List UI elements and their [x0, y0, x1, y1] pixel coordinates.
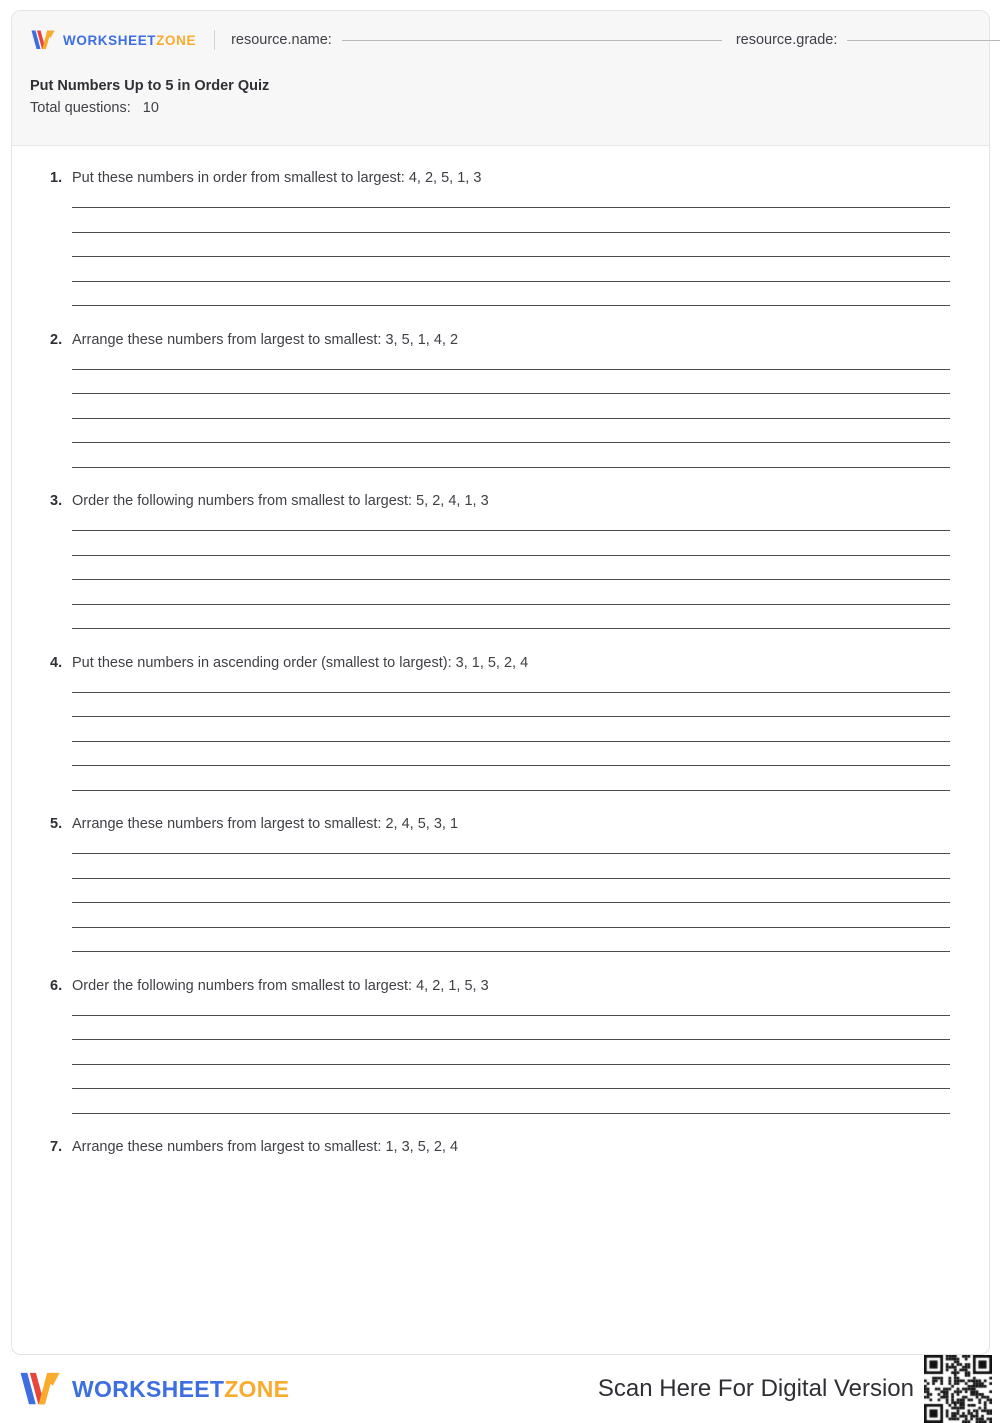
worksheet-card — [11, 10, 990, 1355]
answer-line[interactable] — [72, 305, 950, 306]
question-item — [12, 653, 989, 791]
answer-lines[interactable] — [72, 853, 950, 952]
question-row — [50, 653, 939, 674]
grade-field-label: resource.grade: — [735, 32, 838, 48]
answer-line[interactable] — [72, 1113, 950, 1114]
grade-field-input-rule[interactable] — [847, 40, 1000, 41]
header-logo[interactable] — [30, 29, 196, 51]
answer-line[interactable] — [72, 1088, 950, 1089]
questions-list — [12, 146, 989, 1158]
question-number: 7. — [50, 1139, 63, 1156]
answer-lines[interactable] — [72, 1015, 950, 1114]
answer-line[interactable] — [72, 853, 950, 854]
answer-line[interactable] — [72, 927, 950, 928]
answer-line[interactable] — [72, 692, 950, 693]
grade-field[interactable] — [736, 32, 1000, 48]
footer-scan-block — [598, 1355, 1000, 1423]
page-title: Put Numbers Up to 5 in Order Quiz — [30, 78, 270, 94]
question-number: 4. — [50, 654, 63, 671]
total-questions-label: Total questions: — [30, 100, 131, 117]
answer-line[interactable] — [72, 716, 950, 717]
question-number: 5. — [50, 816, 63, 833]
answer-line[interactable] — [72, 530, 950, 531]
question-row — [50, 814, 939, 835]
answer-line[interactable] — [72, 207, 950, 208]
logo-text-zone: ZONE — [156, 32, 197, 48]
answer-lines[interactable] — [72, 530, 950, 629]
answer-line[interactable] — [72, 555, 950, 556]
question-text: Arrange these numbers from largest to smallest: 1, 3, 5, 2, 4 — [72, 1139, 459, 1156]
question-text: Put these numbers in ascending order (smallest to largest): 3, 1, 5, 2, 4 — [72, 654, 529, 671]
answer-line[interactable] — [72, 1064, 950, 1065]
answer-lines[interactable] — [72, 207, 950, 306]
question-text: Order the following numbers from smallest to largest: 5, 2, 4, 1, 3 — [72, 493, 489, 510]
header-divider — [214, 30, 215, 50]
question-item — [12, 491, 989, 629]
footer-logo-text-worksheet: WORKSHEET — [72, 1375, 225, 1402]
answer-line[interactable] — [72, 232, 950, 233]
logo-text-worksheet: WORKSHEET — [63, 32, 157, 48]
answer-line[interactable] — [72, 1039, 950, 1040]
question-item — [12, 976, 989, 1114]
header-logo-text — [63, 33, 196, 48]
header-meta — [12, 69, 989, 121]
scan-prompt-text: Scan Here For Digital Version — [597, 1375, 914, 1402]
name-field[interactable] — [231, 32, 722, 48]
answer-line[interactable] — [72, 393, 950, 394]
answer-line[interactable] — [72, 951, 950, 952]
question-number: 6. — [50, 977, 63, 994]
question-row — [50, 491, 939, 512]
answer-line[interactable] — [72, 467, 950, 468]
total-questions-count: 10 — [142, 100, 159, 117]
answer-line[interactable] — [72, 418, 950, 419]
name-field-label: resource.name: — [231, 32, 332, 48]
answer-line[interactable] — [72, 281, 950, 282]
question-row — [50, 168, 939, 189]
question-item — [12, 814, 989, 952]
question-row — [50, 976, 939, 997]
question-number: 1. — [50, 170, 63, 186]
footer-logo-text-zone: ZONE — [224, 1375, 290, 1402]
answer-line[interactable] — [72, 369, 950, 370]
answer-line[interactable] — [72, 765, 950, 766]
worksheet-zone-logo-icon — [30, 29, 56, 51]
name-field-input-rule[interactable] — [342, 40, 722, 41]
worksheet-zone-logo-icon — [18, 1370, 62, 1408]
question-item — [12, 168, 989, 306]
header-top-row — [12, 11, 989, 69]
answer-line[interactable] — [72, 628, 950, 629]
answer-line[interactable] — [72, 256, 950, 257]
question-item — [12, 1137, 989, 1158]
answer-line[interactable] — [72, 1015, 950, 1016]
answer-line[interactable] — [72, 579, 950, 580]
question-row — [50, 1137, 939, 1158]
answer-line[interactable] — [72, 604, 950, 605]
question-text: Arrange these numbers from largest to smallest: 3, 5, 1, 4, 2 — [72, 331, 459, 348]
footer-logo-text — [72, 1376, 289, 1403]
question-row — [50, 330, 939, 351]
answer-lines[interactable] — [72, 369, 950, 468]
footer-logo[interactable] — [18, 1370, 289, 1408]
worksheet-header — [12, 11, 989, 146]
question-text: Put these numbers in order from smallest to largest: 4, 2, 5, 1, 3 — [72, 170, 482, 186]
question-text: Arrange these numbers from largest to smallest: 2, 4, 5, 3, 1 — [72, 816, 459, 833]
answer-line[interactable] — [72, 741, 950, 742]
question-text: Order the following numbers from smallest to largest: 4, 2, 1, 5, 3 — [72, 977, 489, 994]
page-footer — [0, 1364, 1000, 1414]
qr-code-icon[interactable] — [924, 1355, 992, 1423]
total-questions — [30, 97, 989, 120]
answer-line[interactable] — [72, 790, 950, 791]
question-item — [12, 330, 989, 468]
question-number: 3. — [50, 493, 63, 510]
answer-line[interactable] — [72, 442, 950, 443]
answer-lines[interactable] — [72, 692, 950, 791]
answer-line[interactable] — [72, 902, 950, 903]
answer-line[interactable] — [72, 878, 950, 879]
question-number: 2. — [50, 331, 63, 348]
